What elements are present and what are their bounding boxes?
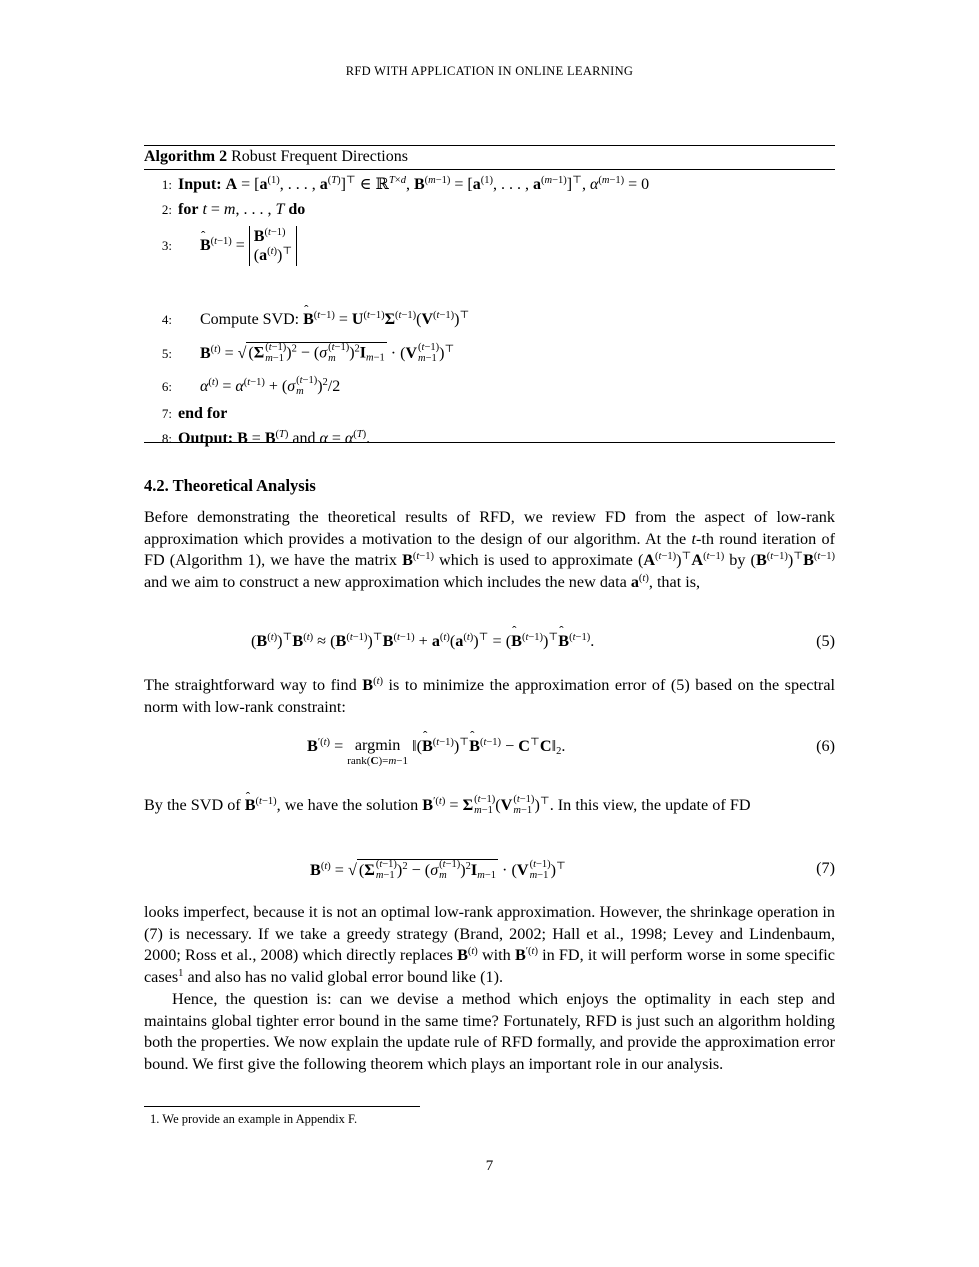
loop-range: t = m, . . . , T <box>202 201 285 218</box>
input-keyword: Input: <box>178 176 222 193</box>
do-keyword: do <box>288 201 306 218</box>
equation-5-number: (5) <box>816 632 835 650</box>
footnote-rule <box>144 1106 420 1107</box>
svd-label: Compute SVD: <box>200 311 300 328</box>
line-number: 4: <box>161 312 172 327</box>
line-number: 7: <box>161 406 172 421</box>
output-formula-alpha: $\alpha = \alpha^{(T)}$. <box>319 429 371 447</box>
algorithm-line-3 <box>144 226 835 266</box>
line-number: 5: <box>161 345 172 361</box>
paragraph-shrinkage: looks imperfect, because it is not an optimal low-rank approximation. However, the shrinkage operation in (7) is necessary. If we take a greedy strategy (Brand, 2002; Hall et al., 1998; Levey and Lindenbaum, 2000; Ross et al., 2008) which directly replaces $B^{(t)}$ with $B^{'(t)}$ in FD, it will perform worse in some specific cases$^1$ and also has no valid global error bound like (1). <box>144 903 835 986</box>
output-formula-b: $B = B^{(T)}$ <box>237 429 289 447</box>
equation-7-number: (7) <box>816 859 835 877</box>
equation-7 <box>144 859 835 889</box>
algorithm-label: Algorithm 2 <box>144 148 228 165</box>
output-keyword: Output: <box>178 430 234 447</box>
equation-6-body: $B^{'(t)} = argmin$ rank(C)=m−1 ‖(ˆ $B^{(t-1)})^⊤ˆ$ $B^{(t-1)}$ − $C^⊤C‖_2$. <box>307 737 565 769</box>
algorithm-line-5 <box>144 342 835 365</box>
algorithm-line-4 <box>144 311 835 329</box>
line-number: 2: <box>161 202 172 217</box>
alpha-formula: $\alpha^{(t)} = \alpha^{(t-1)} + (\sigma$ (t−1) m )$^2$/2 <box>200 375 341 397</box>
stack-formula: ˆ $B^{(t-1)}$ = <box>200 237 249 254</box>
algorithm-caption <box>144 146 835 169</box>
paragraph-spectral: The straightforward way to find $B^{(t)}$ is to minimize the approximation error of (5) based on the spectral norm with low-rank constraint: <box>144 676 836 716</box>
output-and: and <box>292 430 316 447</box>
section-heading: 4.2. Theoretical Analysis <box>144 476 316 495</box>
footnote-marker: 1 <box>178 967 184 979</box>
end-for-keyword: end for <box>178 405 228 422</box>
algorithm-line-7 <box>144 405 835 423</box>
algorithm-line-8 <box>144 430 835 448</box>
equation-5 <box>144 632 835 662</box>
shrink-formula: $B^{(t)}$ = √ (Σ (t−1) m−1 )$^2$ − (σ (t−1) m )$^2I_{m-1} \cdot (V$ (t−1) m−1 )⊤ <box>200 342 455 364</box>
algorithm-line-1 <box>144 174 835 194</box>
line-number: 1: <box>161 177 172 192</box>
algorithm-box <box>144 145 835 447</box>
paragraph-question: Hence, the question is: can we devise a method which enjoys the optimality in each step and maintains global tighter error bound in the same time? Fortunately, RFD is just such an algorithm holding both the properties. We now explain the update rule of RFD formally, and provide the approximation error bound. We first give the following theorem which plays an important role in our analysis. <box>144 990 835 1073</box>
svd-formula: ˆ $B^{(t-1)} = U^{(t-1)}\Sigma^{(t-1)}(V^{(t-1)})^⊤$ <box>303 311 469 328</box>
running-head: RFD WITH APPLICATION IN ONLINE LEARNING <box>345 64 634 78</box>
page-number: 7 <box>485 1158 494 1174</box>
for-keyword: for <box>178 201 199 218</box>
paragraph-svd: By the SVD of ˆ $B^{(t-1)}$, we have the solution $B^{'(t)} = \Sigma$ (t−1) m−1 (V (t−1) m−1 )⊤. In this view, the update of FD <box>144 795 835 817</box>
equation-6-number: (6) <box>816 737 835 755</box>
line-number: 6: <box>161 378 172 394</box>
argmin-operator: argmin rank(C)=m−1 <box>347 736 408 767</box>
input-formula: $A = [a^{(1)}$, . . . , $a^{(T)}]^⊤$ ∈ ℝ$^{T\times d}$, $B^{(m-1)} = [a^{(1)}$, . . . , $a^{(m-1)}]^⊤$, $\alpha^{(m-1)} = 0$ <box>225 175 650 193</box>
algorithm-line-2 <box>144 201 835 219</box>
paragraph-intro: Before demonstrating the theoretical results of RFD, we review FD from the aspect of low-rank approximation which provides a motivation to the design of our algorithm. At the t-th round iteration of FD (Algorithm 1), we have the matrix $B^{(t-1)}$ which is used to approximate $(A^{(t-1)})^⊤A^{(t-1)}$ by $(B^{(t-1)})^⊤B^{(t-1)}$ and we aim to construct a new approximation which includes the new data $a^{(t)}$, that is, <box>144 508 836 591</box>
algorithm-title: Robust Frequent Directions <box>231 148 408 165</box>
equation-7-body: $B^{(t)}$ = √ (Σ (t−1) m−1 )$^2$ − (σ (t−1) m )$^2I_{m-1} \cdot (V$ (t−1) m−1 )⊤ <box>310 859 566 882</box>
line-number: 8: <box>161 431 172 446</box>
equation-5-body: $(B^{(t)})^⊤B^{(t)} \approx (B^{(t-1)})^⊤B^{(t-1)} + a^{(t)}(a^{(t)})^⊤$ = (ˆ $B^{(t-1)})^⊤ˆ$ $B^{(t-1)}$. <box>251 632 594 651</box>
footnote: 1. We provide an example in Appendix F. <box>150 1112 358 1126</box>
line-number: 3: <box>161 238 172 253</box>
algorithm-line-6 <box>144 376 835 398</box>
algorithm-lines <box>144 170 835 447</box>
equation-6 <box>144 737 835 767</box>
stacked-matrix: $B^{(t-1)}$ $(a^{(t)})^⊤$ <box>249 226 297 266</box>
